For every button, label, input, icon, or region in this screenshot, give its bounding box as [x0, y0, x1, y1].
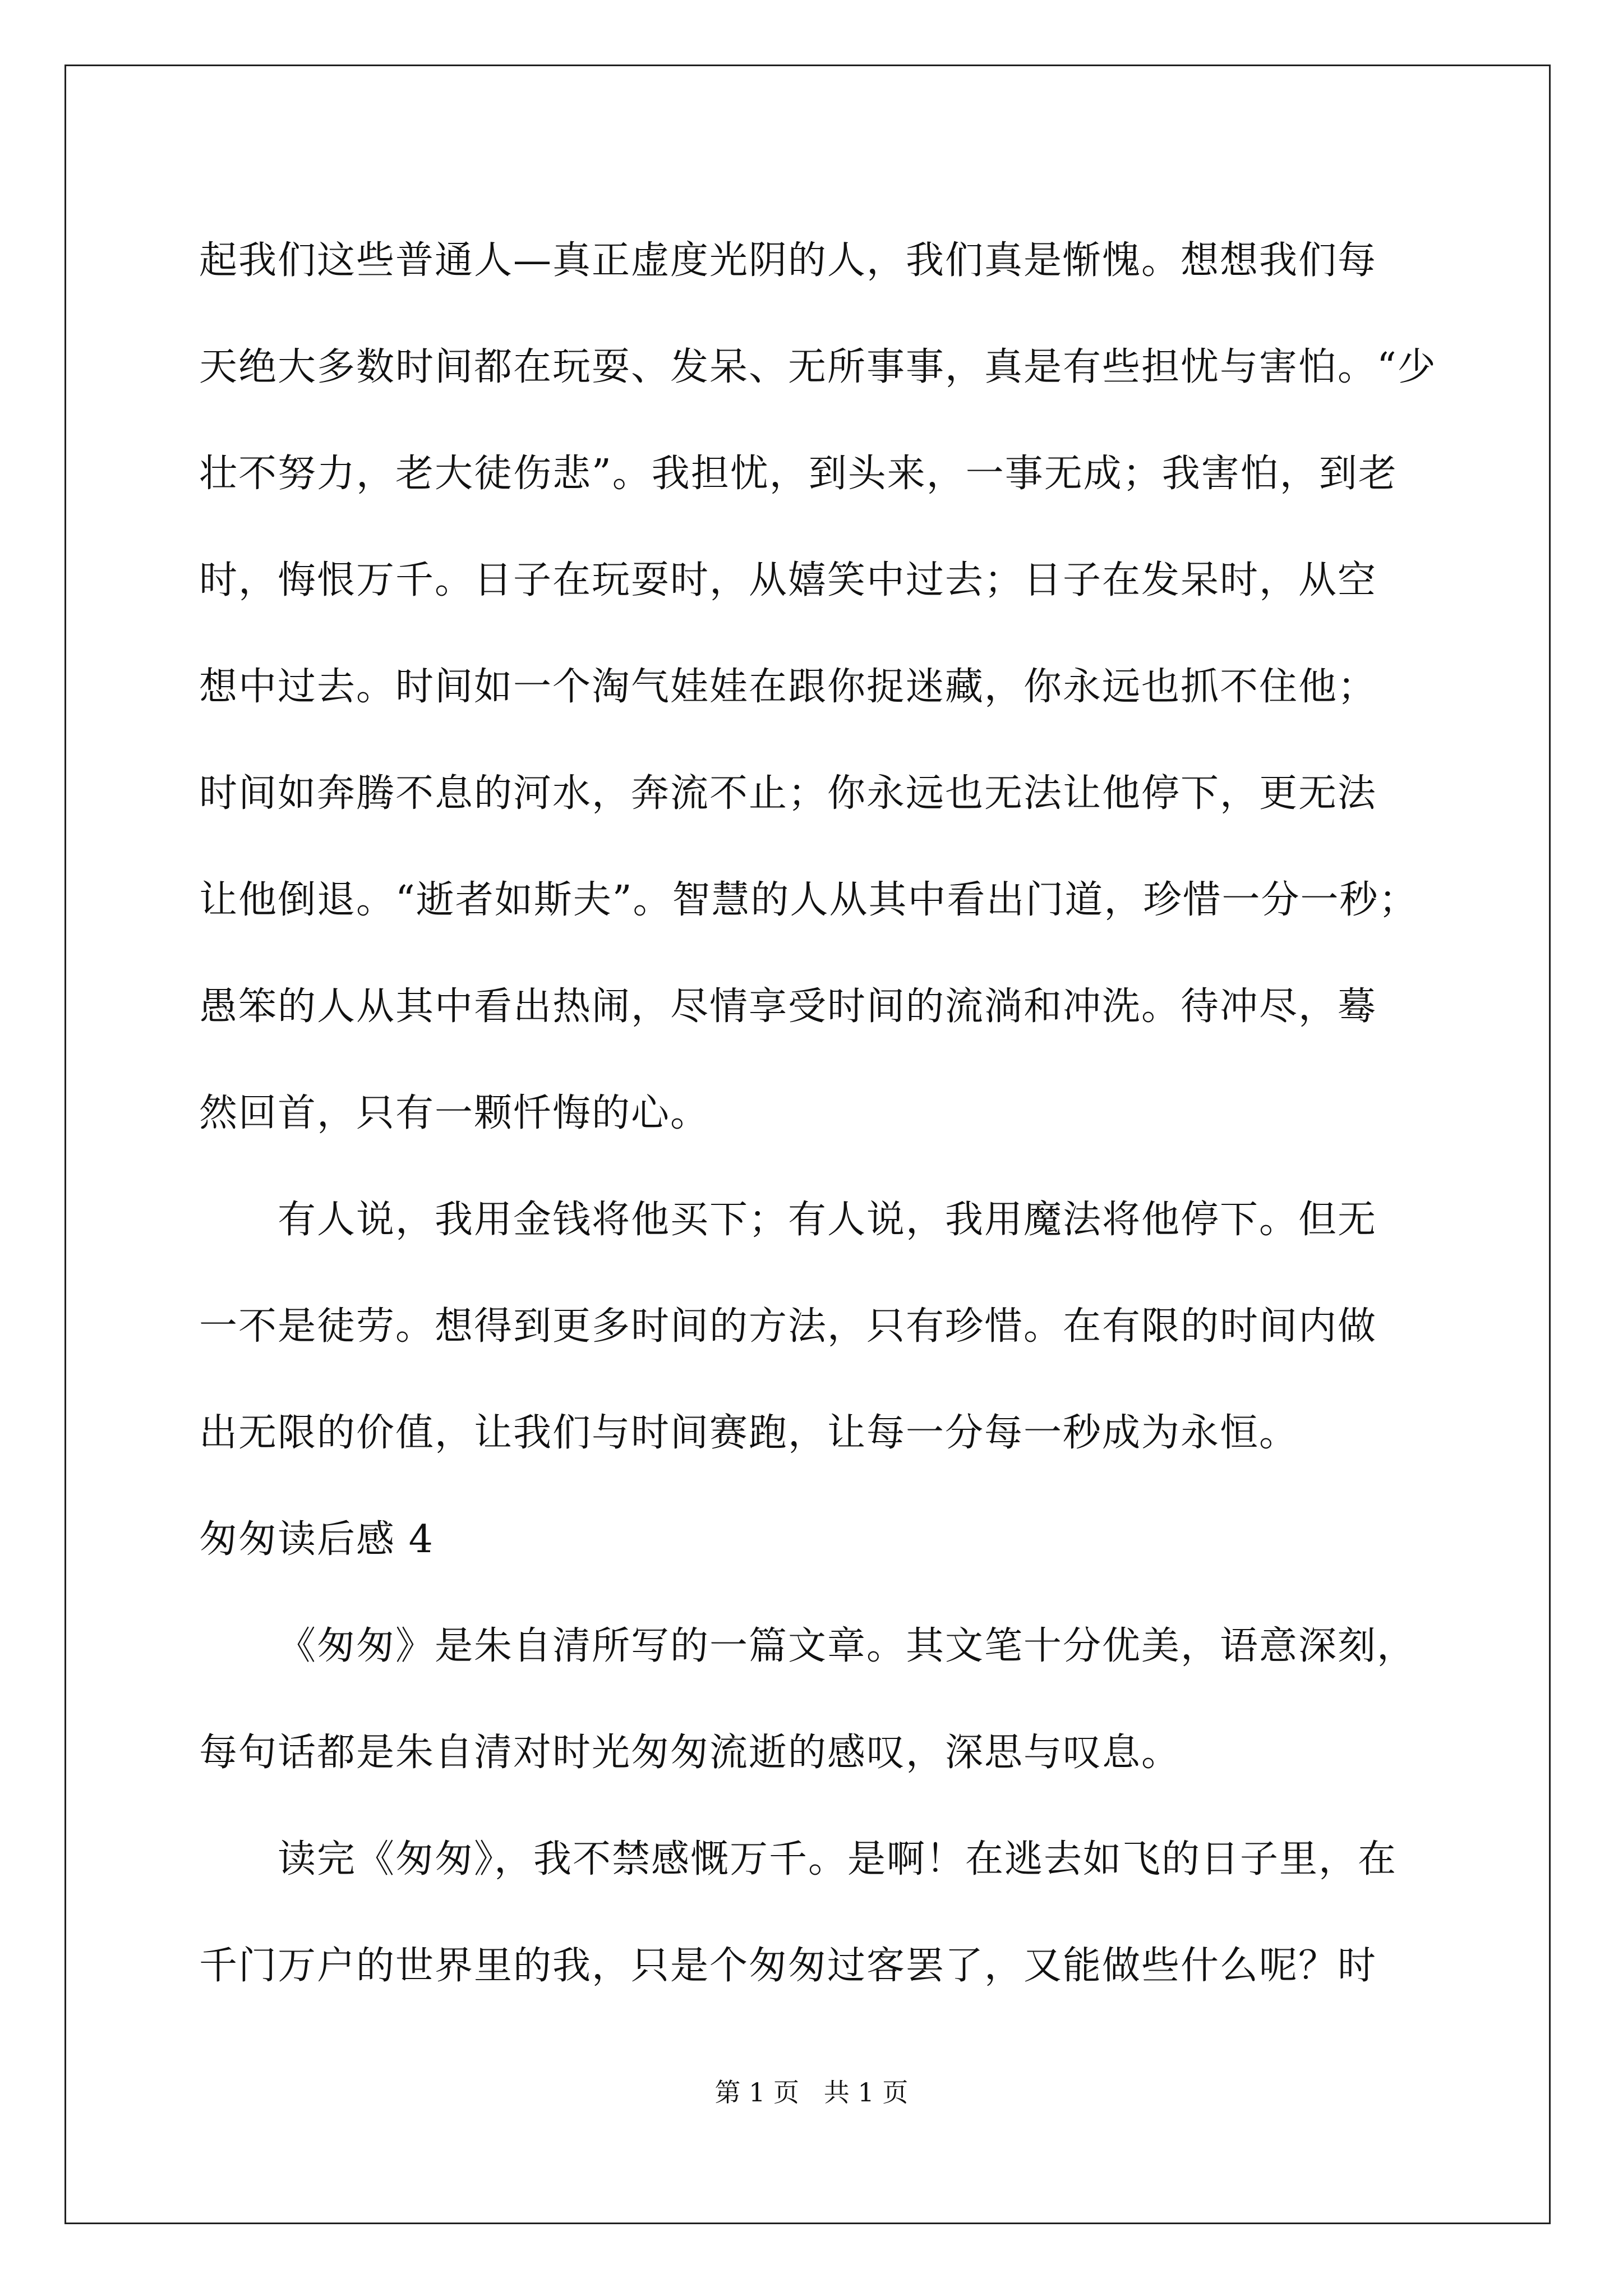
section-heading: 匆匆读后感 4 [199, 1517, 434, 1562]
text-line-7: 让他倒退。“逝者如斯夫”。智慧的人从其中看出门道，珍惜一分一秒； [199, 878, 1418, 922]
text-line-14: 《匆匆》是朱自清所写的一篇文章。其文笔十分优美，语意深刻， [278, 1624, 1417, 1668]
document-body [199, 208, 1444, 2019]
text-line-2: 天绝大多数时间都在玩耍、发呆、无所事事，真是有些担忧与害怕。“少 [199, 345, 1437, 389]
text-line-15: 每句话都是朱自清对时光匆匆流逝的感叹，深思与叹息。 [199, 1731, 1181, 1775]
text-line-17: 千门万户的世界里的我，只是个匆匆过客罢了，又能做些什么呢？时 [199, 1944, 1377, 1988]
text-line-3: 壮不努力，老大徒伤悲”。我担忧，到头来，一事无成；我害怕，到老 [199, 452, 1398, 496]
text-line-9: 然回首，只有一颗忏悔的心。 [199, 1091, 710, 1135]
text-line-10: 有人说，我用金钱将他买下；有人说，我用魔法将他停下。但无 [278, 1198, 1377, 1242]
text-line-1: 起我们这些普通人—真正虚度光阴的人，我们真是惭愧。想想我们每 [199, 238, 1377, 283]
text-line-16: 读完《匆匆》，我不禁感慨万千。是啊！在逃去如飞的日子里，在 [278, 1837, 1398, 1881]
text-line-12: 出无限的价值，让我们与时间赛跑，让每一分每一秒成为永恒。 [199, 1411, 1299, 1455]
text-line-4: 时，悔恨万千。日子在玩耍时，从嬉笑中过去；日子在发呆时，从空 [199, 558, 1377, 602]
text-line-11: 一不是徒劳。想得到更多时间的方法，只有珍惜。在有限的时间内做 [199, 1304, 1377, 1349]
text-line-6: 时间如奔腾不息的河水，奔流不止；你永远也无法让他停下，更无法 [199, 771, 1377, 816]
text-line-5: 想中过去。时间如一个淘气娃娃在跟你捉迷藏，你永远也抓不住他； [199, 665, 1377, 709]
text-line-8: 愚笨的人从其中看出热闹，尽情享受时间的流淌和冲洗。待冲尽，蓦 [199, 984, 1377, 1029]
page-footer: 第 1 页 共 1 页 [714, 2077, 909, 2108]
